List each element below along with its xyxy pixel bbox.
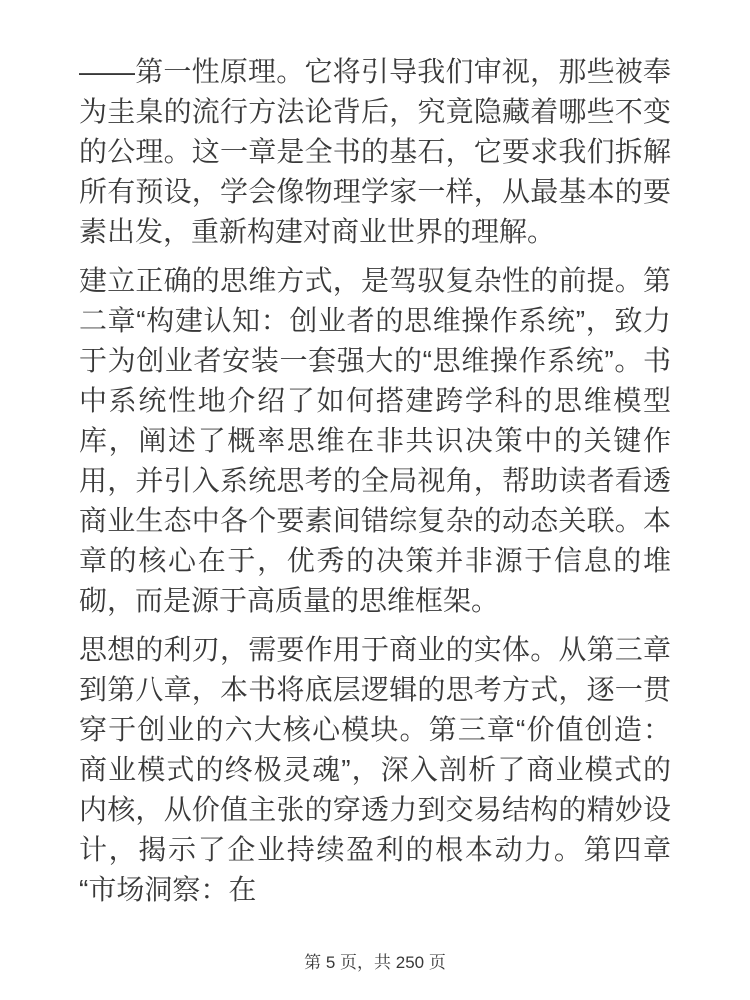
paragraph: 思想的利刃，需要作用于商业的实体。从第三章到第八章，本书将底层逻辑的思考方式，逐一贯穿于创业的六大核心模块。第三章“价值创造：商业模式的终极灵魂”，深入剖析了商业模式的内核，从价值主张的穿透力到交易结构的精妙设计，揭示了企业持续盈利的根本动力。第四章“市场洞察：在 [79,634,671,905]
paragraph: 建立正确的思维方式，是驾驭复杂性的前提。第二章“构建认知：创业者的思维操作系统”，致力于为创业者安装一套强大的“思维操作系统”。书中系统性地介绍了如何搭建跨学科的思维模型库，阐述了概率思维在非共识决策中的关键作用，并引入系统思考的全局视角，帮助读者看透商业生态中各个要素间错综复杂的动态关联。本章的核心在于，优秀的决策并非源于信息的堆砌，而是源于高质量的思维框架。 [79,265,671,616]
paragraph: ——第一性原理。它将引导我们审视，那些被奉为圭臬的流行方法论背后，究竟隐藏着哪些不变的公理。这一章是全书的基石，它要求我们拆解所有预设，学会像物理学家一样，从最基本的要素出发，重新构建对商业世界的理解。 [79,56,671,247]
page-footer [0,954,750,971]
page-number-indicator: 第 5 页，共 250 页 [304,953,446,972]
page-text-block [79,52,671,910]
